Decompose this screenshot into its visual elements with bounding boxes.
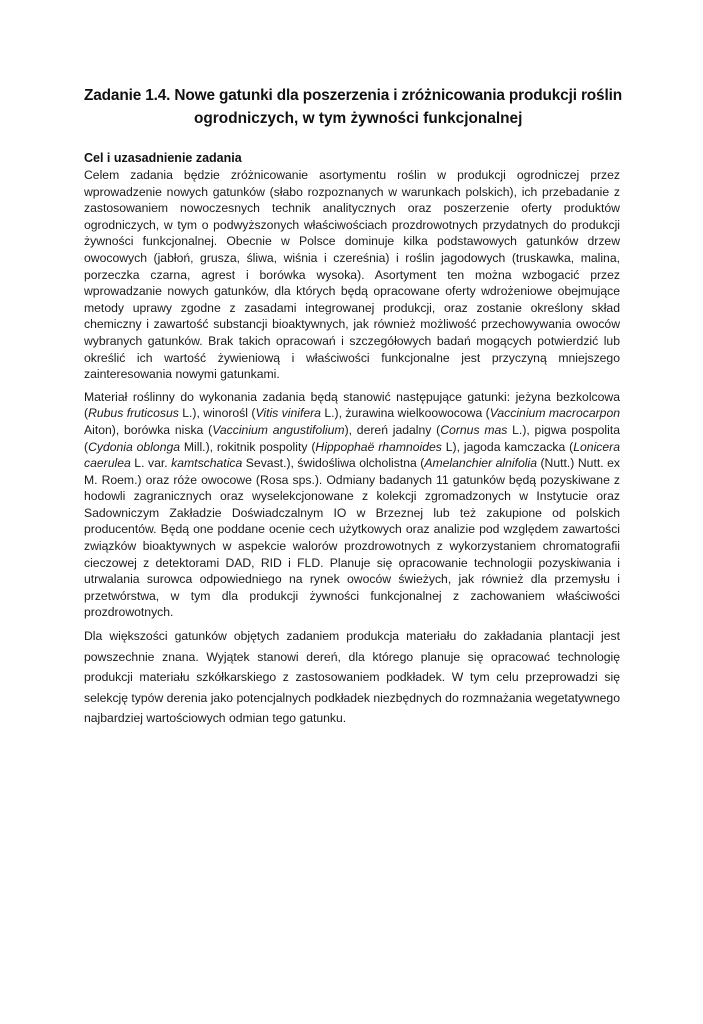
document-page	[84, 84, 620, 729]
species-name: Vaccinium angustifolium	[212, 422, 345, 437]
document-title	[84, 84, 620, 130]
species-name: Cydonia oblonga	[88, 439, 181, 454]
title-line-1: Zadanie 1.4. Nowe gatunki dla poszerzenia i zróżnicowania produkcji roślin	[84, 87, 622, 104]
text-segment: L), jagoda kamczacka (	[441, 439, 574, 454]
paragraph-plant-material	[84, 389, 620, 621]
species-name: Vitis vinifera	[255, 406, 321, 421]
text-segment: Mill.), rokitnik pospolity (	[180, 439, 316, 454]
species-name: kamtschatica	[171, 456, 243, 471]
title-line-2: ogrodniczych, w tym żywności funkcjonalnej	[194, 110, 523, 127]
text-segment: (Nutt.) Nutt. ex M. Roem.) oraz róże owocowe (Rosa sps.). Odmiany badanych 11 gatunków będą pozyskiwane z hodowli zagranicznych oraz wyselekcjonowane z kolekcji zgromadzonych w Instytucie oraz Sadowniczym Zakładzie Doświadczalnym IO w Brzeznej lub też zakupione od polskich producentów. Będą one poddane ocenie cech użytkowych oraz analizie pod względem zawartości związków bioaktywnych w aspekcie walorów prozdrowotnych z wykorzystaniem chromatografii cieczowej z detektorami DAD, RID i FLD. Planuje się opracowanie technologii pozyskiwania i utrwalania surowca odpowiedniego na rynek owoców świeżych, jak również dla przemysłu i przetwórstwa, w tym dla produkcji żywności funkcjonalnej z zachowaniem właściwości prozdrowotnych.	[84, 456, 621, 620]
text-segment: L.), żurawina wielkoowocowa (	[320, 406, 490, 421]
text-segment: Materiał roślinny do wykonania zadania będą stanowić następujące gatunki: jeżyna bezkolcowa (	[84, 389, 620, 421]
species-name: Amelanchier alnifolia	[424, 456, 537, 471]
text-segment: ), dereń jadalny (	[344, 422, 441, 437]
paragraph-propagation: Dla większości gatunków objętych zadaniem produkcja materiału do zakładania plantacji jest powszechnie znana. Wyjątek stanowi dereń, dla którego planuje się opracować technologię produkcji materiału szkółkarskiego z zastosowaniem podkładek. W tym celu przeprowadzi się selekcję typów derenia jako potencjalnych podkładek niezbędnych do rozmnażania wegetatywnego najbardziej wartościowych odmian tego gatunku.	[84, 629, 620, 726]
text-segment: Sevast.), świdośliwa olcholistna (	[242, 456, 425, 471]
text-segment: L. var.	[130, 456, 172, 471]
species-name: Hippophaë rhamnoides	[315, 439, 442, 454]
species-name: Vaccinium macrocarpon	[489, 406, 620, 421]
text-segment: Aiton), borówka niska (	[84, 422, 213, 437]
species-name: Rubus fruticosus	[88, 406, 179, 421]
text-segment: L.), pigwa pospolita (	[84, 422, 620, 454]
paragraph-goal: Celem zadania będzie zróżnicowanie asortymentu roślin w produkcji ogrodniczej przez wprowadzenie nowych gatunków (słabo rozpoznanych w warunkach polskich), ich przebadanie z zastosowaniem nowoczesnych technik analitycznych oraz poszerzenie oferty produktów ogrodniczych, w tym o podwyższonych właściwościach prozdrowotnych przydatnych do produkcji żywności funkcjonalnej. Obecnie w Polsce dominuje kilka podstawowych gatunków drzew owocowych (jabłoń, grusza, śliwa, wiśnia i czereśnia) i roślin jagodowych (truskawka, malina, porzeczka czarna, agrest i borówka wysoka). Asortyment ten można wzbogacić przez wprowadzanie nowych gatunków, dla których będą opracowane oferty wdrożeniowe obejmujące metody uprawy zgodne z zasadami integrowanej produkcji, oraz zostanie określony skład chemiczny i zawartość substancji bioaktywnych, jak również możliwość przechowywania owoców wybranych gatunków. Brak takich opracowań i szczegółowych badań mogących potwierdzić lub określić ich wartość żywieniową i właściwości funkcjonalne jest przyczyną mniejszego zainteresowania nowymi gatunkami.	[84, 168, 620, 382]
species-name: Lonicera caerulea	[84, 439, 620, 471]
text-segment: L.), winorośl (	[178, 406, 256, 421]
section-heading: Cel i uzasadnienie zadania	[84, 151, 242, 165]
species-name: Cornus mas	[440, 422, 508, 437]
